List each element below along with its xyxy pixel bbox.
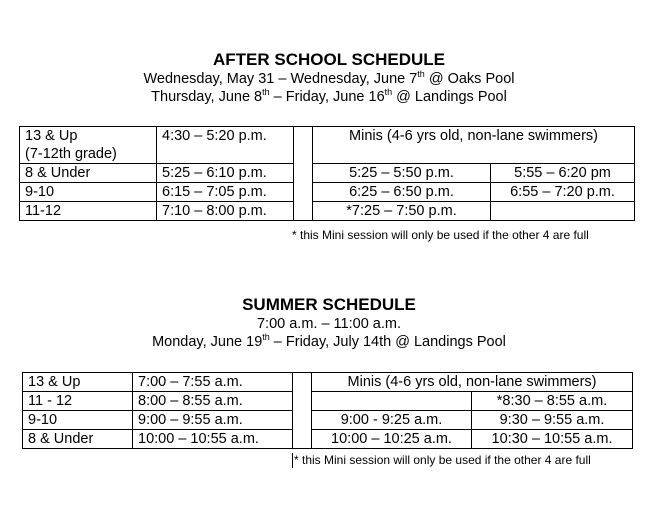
group-cell: 13 & Up (7-12th grade) [20,127,157,164]
after-school-dates-line1: Wednesday, May 31 – Wednesday, June 7th @ Oaks Pool [143,69,515,87]
mini-cell: 10:00 – 10:25 a.m. [312,430,472,449]
after-school-header [0,50,658,106]
summer-header [0,295,658,351]
mini-cell: 6:25 – 6:50 p.m. [313,183,491,202]
table-row [20,202,635,221]
after-school-table [19,126,635,221]
time-cell: 5:25 – 6:10 p.m. [157,164,294,183]
mini-cell: 5:55 – 6:20 pm [491,164,635,183]
after-school-title: AFTER SCHOOL SCHEDULE [212,50,446,69]
minis-header: Minis (4-6 yrs old, non-lane swimmers) [313,127,635,164]
time-cell: 8:00 – 8:55 a.m. [133,392,293,411]
group-cell: 9-10 [23,411,133,430]
mini-cell: 6:55 – 7:20 p.m. [491,183,635,202]
time-cell: 10:00 – 10:55 a.m. [133,430,293,449]
mini-cell [491,202,635,221]
mini-cell: 9:00 - 9:25 a.m. [312,411,472,430]
spacer-cell [293,373,312,449]
table-row [20,127,635,164]
group-cell: 11 - 12 [23,392,133,411]
summer-hours: 7:00 a.m. – 11:00 a.m. [256,316,401,332]
table-row [23,373,633,392]
minis-header: Minis (4-6 yrs old, non-lane swimmers) [312,373,633,392]
summer-dates: Monday, June 19th – Friday, July 14th @ Landings Pool [152,332,506,350]
mini-cell: 5:25 – 5:50 p.m. [313,164,491,183]
time-cell: 7:00 – 7:55 a.m. [133,373,293,392]
mini-cell [312,392,472,411]
time-cell: 6:15 – 7:05 p.m. [157,183,294,202]
summer-title: SUMMER SCHEDULE [242,295,416,314]
after-school-dates-line2: Thursday, June 8th – Friday, June 16th @ Landings Pool [151,87,507,105]
table-row [23,411,633,430]
summer-note: * this Mini session will only be used if the other 4 are full [294,453,591,467]
mini-cell: 9:30 – 9:55 a.m. [472,411,633,430]
summer-table [22,372,633,449]
group-cell: 13 & Up [23,373,133,392]
mini-cell: 10:30 – 10:55 a.m. [472,430,633,449]
table-row [20,183,635,202]
group-cell: 11-12 [20,202,157,221]
time-cell: 7:10 – 8:00 p.m. [157,202,294,221]
time-cell: 9:00 – 9:55 a.m. [133,411,293,430]
table-row [23,392,633,411]
time-cell: 4:30 – 5:20 p.m. [157,127,294,164]
spacer-cell [294,127,313,221]
group-cell: 8 & Under [20,164,157,183]
after-school-note: * this Mini session will only be used if the other 4 are full [292,228,589,242]
table-row [20,164,635,183]
mini-cell: *7:25 – 7:50 p.m. [313,202,491,221]
mini-cell: *8:30 – 8:55 a.m. [472,392,633,411]
group-cell: 8 & Under [23,430,133,449]
table-row [23,430,633,449]
group-cell: 9-10 [20,183,157,202]
